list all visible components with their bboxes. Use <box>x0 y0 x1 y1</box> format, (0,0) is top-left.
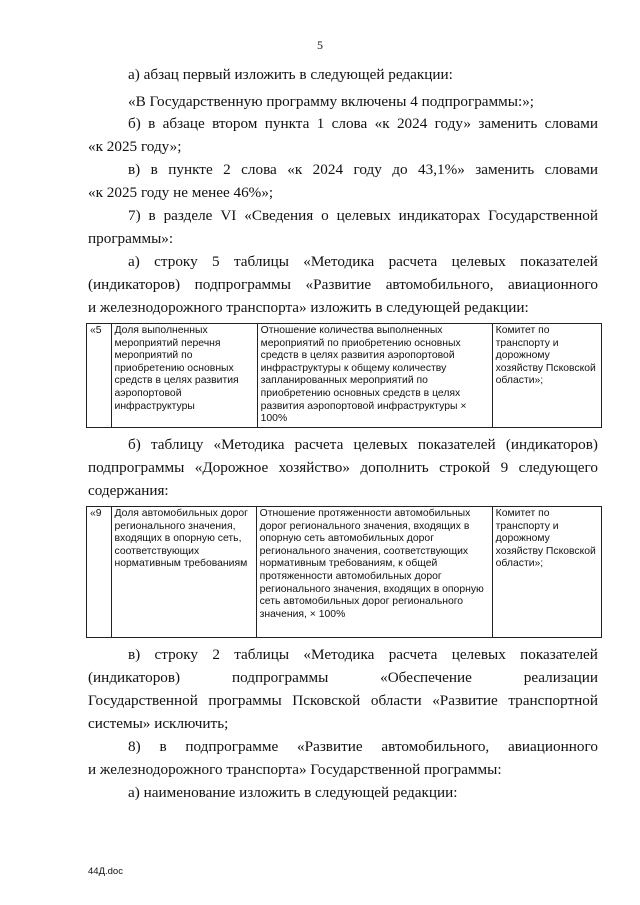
text-line: а) абзац первый изложить в следующей редакции: <box>128 66 453 83</box>
table-cell-responsible: Комитет по транспорту и дорожному хозяйству Псковской области»; <box>492 507 601 638</box>
table-cell-indicator-name: Доля автомобильных дорог регионального значения, входящих в опорную сеть, соответствующих нормативным требованиям <box>111 507 256 638</box>
text-line: «к 2025 году»; <box>88 138 182 155</box>
table-cell-number: «9 <box>87 507 112 638</box>
text-line: (индикаторов) подпрограммы «Обеспечение реализации <box>88 669 598 686</box>
text-line: программы»: <box>88 230 174 247</box>
footer-filename: 44Д.doc <box>88 866 123 877</box>
table-cell-responsible: Комитет по транспорту и дорожному хозяйству Псковской области»; <box>492 324 601 428</box>
table-cell-method: Отношение количества выполненных мероприятий по приобретению основных средств в целях развития аэропортовой инфраструктуры к общему количеству запланированных мероприятий по приобретению основных средств в целях развития аэропортовой инфраструктуры × 100% <box>257 324 492 428</box>
text-line: и железнодорожного транспорта» Государственной программы: <box>88 761 502 778</box>
text-line: в) в пункте 2 слова «к 2024 году до 43,1%» заменить словами <box>128 161 598 178</box>
indicator-table-row-9 <box>86 506 602 638</box>
text-line: в) строку 2 таблицы «Методика расчета целевых показателей <box>128 646 598 663</box>
text-line: 8) в подпрограмме «Развитие автомобильного, авиационного <box>128 738 598 755</box>
text-line: и железнодорожного транспорта» изложить в следующей редакции: <box>88 299 529 316</box>
table-cell-method: Отношение протяженности автомобильных дорог регионального значения, входящих в опорную сеть автомобильных дорог регионального значения, соответствующих нормативным требованиям, к общей протяженности автомобильных дорог регионального значения, входящих в опорную сеть автомобильных дорог регионального значения, × 100% <box>256 507 492 638</box>
text-line: а) наименование изложить в следующей редакции: <box>128 784 458 801</box>
table-cell-indicator-name: Доля выполненных мероприятий перечня мероприятий по приобретению основных средств в целях развития аэропортовой инфраструктуры <box>111 324 257 428</box>
table-cell-number: «5 <box>87 324 112 428</box>
text-line: Государственной программы Псковской области «Развитие транспортной <box>88 692 598 709</box>
page-number: 5 <box>317 38 323 52</box>
text-line: (индикаторов) подпрограммы «Развитие автомобильного, авиационного <box>88 276 598 293</box>
text-line: системы» исключить; <box>88 715 229 732</box>
text-line: 7) в разделе VI «Сведения о целевых индикаторах Государственной <box>128 207 598 224</box>
text-line: б) в абзаце втором пункта 1 слова «к 2024 году» заменить словами <box>128 115 598 132</box>
text-line: подпрограммы «Дорожное хозяйство» дополнить строкой 9 следующего <box>88 459 598 476</box>
text-line: «В Государственную программу включены 4 подпрограммы:»; <box>128 93 535 110</box>
text-line: содержания: <box>88 482 169 499</box>
text-line: «к 2025 году не менее 46%»; <box>88 184 274 201</box>
text-line: б) таблицу «Методика расчета целевых показателей (индикаторов) <box>128 436 598 453</box>
text-line: а) строку 5 таблицы «Методика расчета целевых показателей <box>128 253 598 270</box>
indicator-table-row-5 <box>86 323 602 428</box>
